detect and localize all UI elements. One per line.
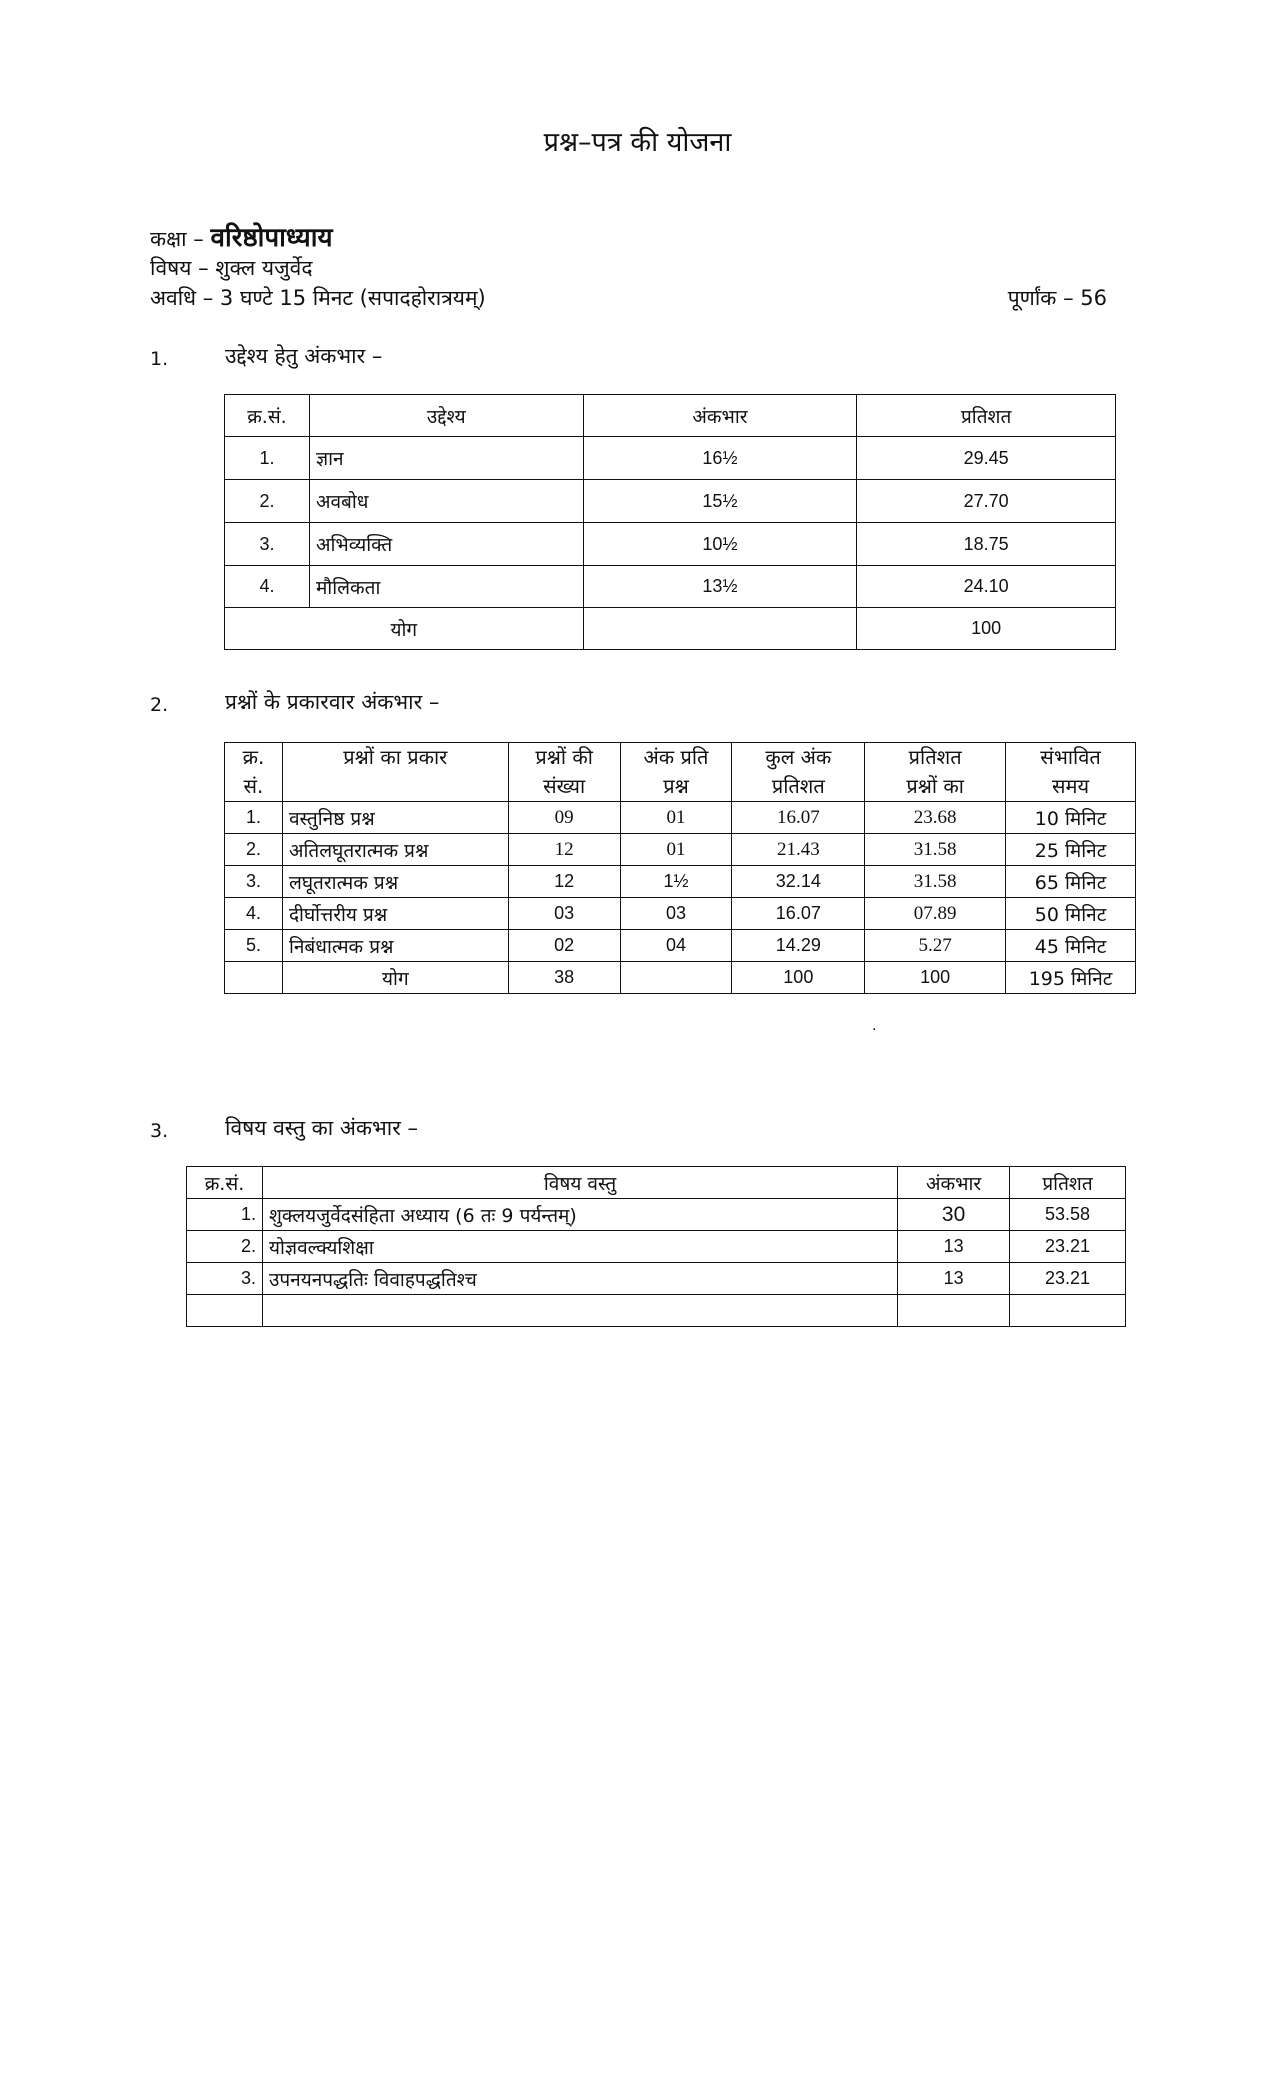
objective-table [224,394,1116,650]
row-q-pct: 5.27 [865,930,1006,962]
section2-number: 2. [150,694,169,716]
empty-cell [1010,1295,1126,1327]
row-time: 10 मिनिट [1006,802,1136,834]
total-marks-cell [583,608,857,650]
header-sn: क्र. सं. [225,743,283,802]
header-q-pct: प्रतिशत प्रश्नों का [865,743,1006,802]
row-per: 1½ [620,866,732,898]
row-type: अतिलघूतरात्मक प्रश्न [282,834,508,866]
row-content: उपनयनपद्धतिः विवाहपद्धतिश्च [262,1263,897,1295]
row-sn: 3. [225,523,310,566]
row-content: योज्ञवल्क्यशिक्षा [262,1231,897,1263]
total-q-pct: 100 [865,962,1006,994]
row-total-pct: 16.07 [732,898,865,930]
row-q-pct: 23.68 [865,802,1006,834]
row-percent: 24.10 [857,566,1116,608]
row-count: 03 [508,898,620,930]
row-marks: 15½ [583,480,857,523]
class-label: कक्षा – [150,227,204,251]
header-percent: प्रतिशत [857,395,1116,437]
header-objective: उद्देश्य [309,395,583,437]
row-total-pct: 32.14 [732,866,865,898]
table-header-row [187,1167,1126,1199]
row-marks: 13 [898,1231,1010,1263]
row-objective: अभिव्यक्ति [309,523,583,566]
table-row [225,523,1116,566]
row-per: 04 [620,930,732,962]
total-label: योग [225,608,584,650]
table-row [225,930,1136,962]
table-header-row [225,743,1136,802]
header-per: अंक प्रति प्रश्न [620,743,732,802]
row-sn: 5. [225,930,283,962]
subject-line: विषय – शुक्ल यजुर्वेद [150,256,313,280]
row-sn: 1. [187,1199,263,1231]
duration-line: अवधि – 3 घण्टे 15 मिनट (सपादहोरात्रयम्) [150,286,486,310]
row-sn: 4. [225,898,283,930]
row-marks: 16½ [583,437,857,480]
table-row [225,437,1116,480]
row-time: 65 मिनिट [1006,866,1136,898]
row-marks: 13 [898,1263,1010,1295]
row-time: 50 मिनिट [1006,898,1136,930]
header-marks: अंकभार [898,1167,1010,1199]
row-marks: 13½ [583,566,857,608]
row-sn: 3. [187,1263,263,1295]
row-sn: 4. [225,566,310,608]
row-q-pct: 31.58 [865,834,1006,866]
table-total-row [225,608,1116,650]
row-per: 01 [620,802,732,834]
class-value: वरिष्ठोपाध्याय [210,223,333,253]
section3-number: 3. [150,1120,169,1142]
row-q-pct: 07.89 [865,898,1006,930]
row-count: 02 [508,930,620,962]
row-sn: 2. [225,480,310,523]
row-per: 01 [620,834,732,866]
row-count: 12 [508,866,620,898]
row-total-pct: 21.43 [732,834,865,866]
header-percent: प्रतिशत [1010,1167,1126,1199]
table-total-row [225,962,1136,994]
empty-cell [898,1295,1010,1327]
row-type: निबंधात्मक प्रश्न [282,930,508,962]
row-type: दीर्घोत्तरीय प्रश्न [282,898,508,930]
table-empty-row [187,1295,1126,1327]
row-total-pct: 16.07 [732,802,865,834]
header-total-pct: कुल अंक प्रतिशत [732,743,865,802]
row-percent: 18.75 [857,523,1116,566]
total-label: योग [282,962,508,994]
total-marks: पूर्णांक – 56 [1007,286,1107,310]
content-table [186,1166,1126,1327]
row-marks: 10½ [583,523,857,566]
table-row [225,834,1136,866]
row-q-pct: 31.58 [865,866,1006,898]
total-per [620,962,732,994]
header-time: संभावित समय [1006,743,1136,802]
stray-mark: . [872,1018,877,1034]
row-count: 09 [508,802,620,834]
empty-cell [262,1295,897,1327]
header-content: विषय वस्तु [262,1167,897,1199]
section1-title: उद्देश्य हेतु अंकभार – [225,344,383,368]
row-total-pct: 14.29 [732,930,865,962]
row-sn: 2. [225,834,283,866]
section1-number: 1. [150,348,169,370]
total-percent: 100 [857,608,1116,650]
section3-title: विषय वस्तु का अंकभार – [225,1116,418,1140]
total-count: 38 [508,962,620,994]
table-row [225,802,1136,834]
class-line [150,218,333,254]
total-time: 195 मिनिट [1006,962,1136,994]
row-objective: अवबोध [309,480,583,523]
table-row [225,866,1136,898]
header-count: प्रश्नों की संख्या [508,743,620,802]
row-sn: 1. [225,802,283,834]
header-sn: क्र.सं. [187,1167,263,1199]
row-per: 03 [620,898,732,930]
row-percent: 23.21 [1010,1263,1126,1295]
row-percent: 27.70 [857,480,1116,523]
row-sn: 2. [187,1231,263,1263]
row-objective: ज्ञान [309,437,583,480]
header-type: प्रश्नों का प्रकार [282,743,508,802]
table-row [187,1199,1126,1231]
row-type: लघूतरात्मक प्रश्न [282,866,508,898]
section2-title: प्रश्नों के प्रकारवार अंकभार – [225,690,440,714]
row-content: शुक्लयजुर्वेदसंहिता अध्याय (6 तः 9 पर्यन्तम्) [262,1199,897,1231]
header-marks: अंकभार [583,395,857,437]
row-time: 25 मिनिट [1006,834,1136,866]
row-percent: 29.45 [857,437,1116,480]
total-total-pct: 100 [732,962,865,994]
row-marks: 30 [898,1199,1010,1231]
row-type: वस्तुनिष्ठ प्रश्न [282,802,508,834]
table-row [225,566,1116,608]
table-header-row [225,395,1116,437]
row-count: 12 [508,834,620,866]
table-row [187,1263,1126,1295]
row-percent: 23.21 [1010,1231,1126,1263]
page-title: प्रश्न–पत्र की योजना [543,127,732,158]
row-objective: मौलिकता [309,566,583,608]
table-row [225,898,1136,930]
row-sn: 3. [225,866,283,898]
header-sn: क्र.सं. [225,395,310,437]
row-time: 45 मिनिट [1006,930,1136,962]
table-row [225,480,1116,523]
row-sn: 1. [225,437,310,480]
question-type-table [224,742,1136,994]
total-sn-cell [225,962,283,994]
row-percent: 53.58 [1010,1199,1126,1231]
table-row [187,1231,1126,1263]
empty-cell [187,1295,263,1327]
